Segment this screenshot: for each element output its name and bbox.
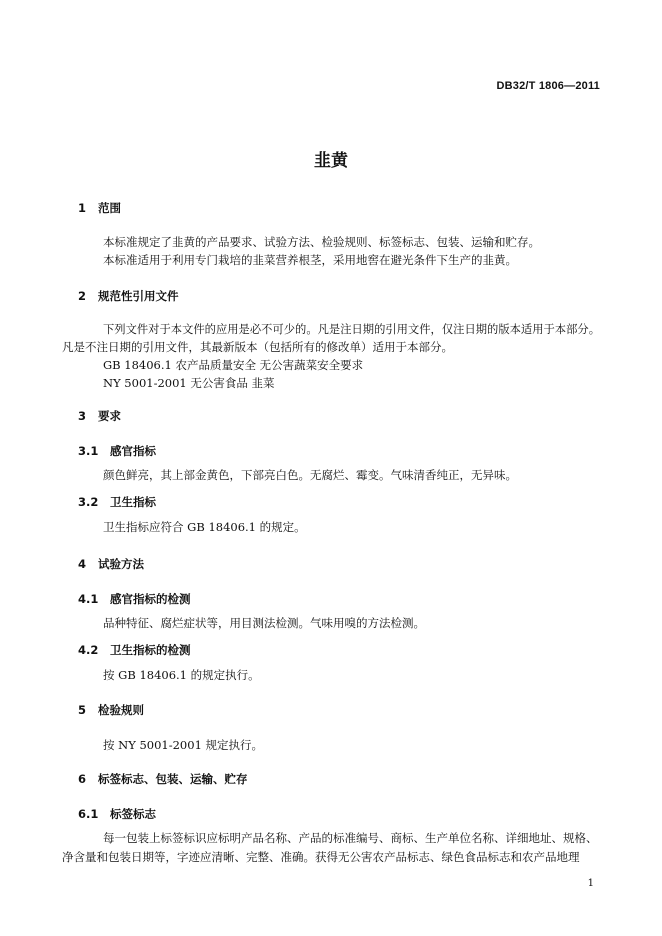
section-heading-normative-references bbox=[78, 288, 179, 304]
subsection-heading-hygiene bbox=[78, 494, 156, 510]
subsection-title: 感官指标 bbox=[110, 444, 156, 458]
section-title: 范围 bbox=[98, 201, 121, 215]
section-title: 标签标志、包装、运输、贮存 bbox=[98, 772, 248, 786]
reference-item: GB 18406.1 农产品质量安全 无公害蔬菜安全要求 bbox=[103, 358, 364, 372]
section-title: 要求 bbox=[98, 409, 121, 423]
subsection-title: 标签标志 bbox=[110, 807, 156, 821]
subsection-title: 卫生指标 bbox=[110, 495, 156, 509]
subsection-title: 卫生指标的检测 bbox=[110, 643, 191, 657]
subsection-heading-hygiene-test bbox=[78, 642, 191, 658]
paragraph-line: 按 NY 5001-2001 规定执行。 bbox=[103, 738, 264, 752]
paragraph-line: 本标准规定了韭黄的产品要求、试验方法、检验规则、标签标志、包装、运输和贮存。 bbox=[103, 235, 540, 249]
section-title: 试验方法 bbox=[98, 557, 144, 571]
section-title: 规范性引用文件 bbox=[98, 289, 179, 303]
subsection-heading-sensory-test bbox=[78, 591, 191, 607]
section-number: 4 bbox=[78, 557, 87, 571]
subsection-number: 3.1 bbox=[78, 444, 99, 458]
reference-item: NY 5001-2001 无公害食品 韭菜 bbox=[103, 376, 275, 390]
paragraph-line: 卫生指标应符合 GB 18406.1 的规定。 bbox=[103, 520, 306, 534]
section-heading-scope bbox=[78, 200, 121, 216]
section-number: 3 bbox=[78, 409, 87, 423]
section-number: 1 bbox=[78, 201, 87, 215]
section-heading-test-methods bbox=[78, 556, 144, 572]
paragraph-line: 凡是不注日期的引用文件，其最新版本（包括所有的修改单）适用于本部分。 bbox=[62, 340, 453, 354]
paragraph-line: 净含量和包装日期等，字迹应清晰、完整、准确。获得无公害农产品标志、绿色食品标志和农产品地理 bbox=[62, 850, 580, 864]
subsection-title: 感官指标的检测 bbox=[110, 592, 191, 606]
page-number: 1 bbox=[587, 878, 594, 889]
paragraph-line: 颜色鲜亮，其上部金黄色，下部亮白色。无腐烂、霉变。气味清香纯正，无异味。 bbox=[103, 468, 517, 482]
section-heading-inspection-rules bbox=[78, 702, 144, 718]
subsection-heading-sensory bbox=[78, 443, 156, 459]
paragraph-line: 下列文件对于本文件的应用是必不可少的。凡是注日期的引用文件，仅注日期的版本适用于本部分。 bbox=[103, 322, 600, 336]
section-heading-labeling-packaging bbox=[78, 771, 248, 787]
subsection-heading-labeling bbox=[78, 806, 156, 822]
subsection-number: 4.1 bbox=[78, 592, 99, 606]
section-title: 检验规则 bbox=[98, 703, 144, 717]
subsection-number: 6.1 bbox=[78, 807, 99, 821]
subsection-number: 4.2 bbox=[78, 643, 99, 657]
paragraph-line: 本标准适用于利用专门栽培的韭菜营养根茎，采用地窖在避光条件下生产的韭黄。 bbox=[103, 253, 517, 267]
section-number: 5 bbox=[78, 703, 87, 717]
section-number: 6 bbox=[78, 772, 87, 786]
paragraph-line: 按 GB 18406.1 的规定执行。 bbox=[103, 668, 260, 682]
paragraph-line: 每一包装上标签标识应标明产品名称、产品的标准编号、商标、生产单位名称、详细地址、规格、 bbox=[103, 831, 598, 845]
subsection-number: 3.2 bbox=[78, 495, 99, 509]
section-number: 2 bbox=[78, 289, 87, 303]
document-number: DB32/T 1806—2011 bbox=[496, 80, 600, 92]
paragraph-line: 品种特征、腐烂症状等，用目测法检测。气味用嗅的方法检测。 bbox=[103, 616, 425, 630]
section-heading-requirements bbox=[78, 408, 121, 424]
page-title: 韭黄 bbox=[314, 151, 348, 171]
